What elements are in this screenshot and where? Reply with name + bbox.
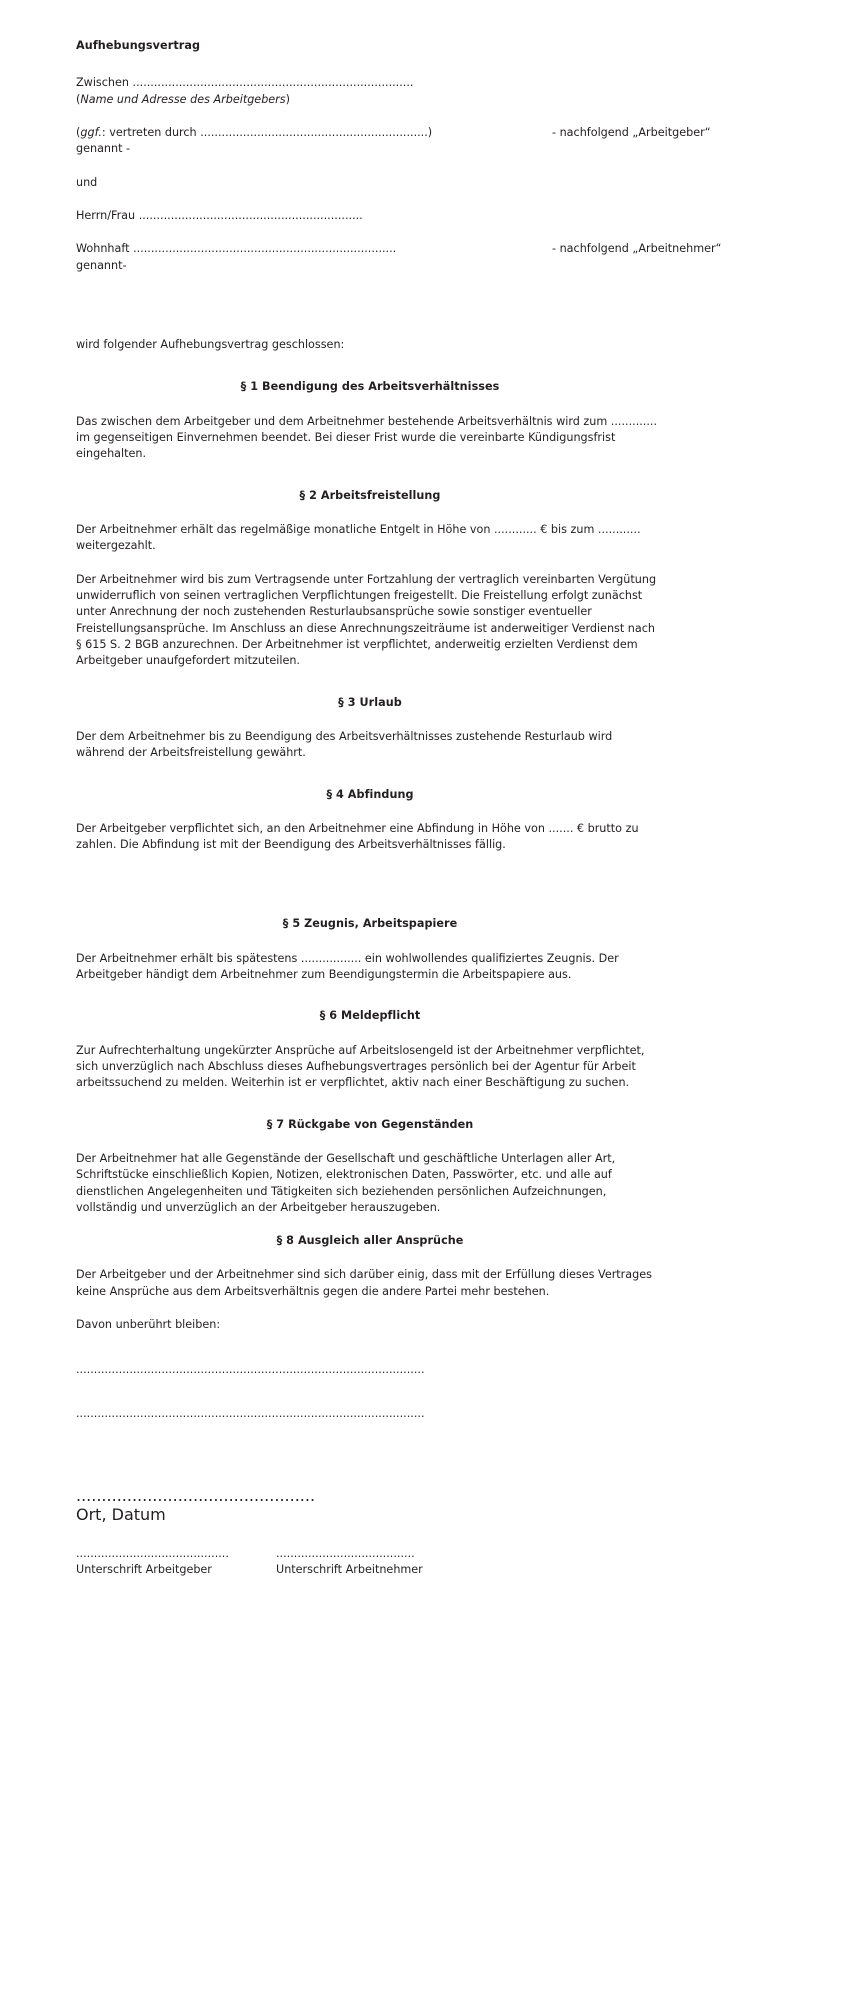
- section-1-heading: § 1 Beendigung des Arbeitsverhältnisses: [240, 380, 500, 394]
- employer-hint-close: ): [285, 92, 290, 106]
- residence-label: Wohnhaft: [76, 242, 130, 256]
- section-4-heading: § 4 Abfindung: [326, 787, 414, 801]
- employer-hint: Name und Adresse des Arbeitgebers: [80, 92, 286, 106]
- employee-residence-row: [76, 241, 722, 274]
- between-dots[interactable]: ...............................................................................: [128, 76, 414, 90]
- employer-signature-fill-line[interactable]: ...........................................: [76, 1547, 229, 1561]
- employer-signature-block: [76, 1546, 306, 1579]
- section-6-paragraph-1: Zur Aufrechterhaltung ungekürzter Ansprüche auf Arbeitslosengeld ist der Arbeitnehmer verpflichtet, sich unverzüglich nach Abschluss dieses Aufhebungsvertrages persönlich bei der Agentur für Arbeit arbeitssuchend zu melden. Weiterhin ist er verpflichtet, aktiv nach einer Beschäftigung zu suchen.: [76, 1043, 645, 1090]
- employer-representative-row: [76, 125, 711, 158]
- employee-designation-note: - nachfolgend „Arbeitnehmer“: [552, 242, 722, 256]
- employee-residence-line: [76, 241, 546, 274]
- section-3-paragraph-1: Der dem Arbeitnehmer bis zu Beendigung des Arbeitsverhältnisses zustehende Resturlaub wird während der Arbeitsfreistellung gewährt.: [76, 729, 613, 760]
- section-5-paragraph-1: Der Arbeitnehmer erhält bis spätestens ................. ein wohlwollendes qualifiziertes Zeugnis. Der Arbeitgeber händigt dem Arbeitnehmer zum Beendigungstermin die Arbeitspapiere aus.: [76, 951, 619, 981]
- employee-signature-label: Unterschrift Arbeitnehmer: [276, 1563, 423, 1577]
- page-title: Aufhebungsvertrag: [76, 39, 201, 52]
- section-7-paragraph-1: Der Arbeitnehmer hat alle Gegenstände der Gesellschaft und geschäftliche Unterlagen aller Art, Schriftstücke einschließlich Kopien, Notizen, elektronischen Daten, Passwörter, etc. und alle auf dienstlichen Angelegenheiten und Tätigkeiten sich beziehenden persönlichen Aufzeichnungen, vollständig und unverzüglich an der Arbeitgeber herauszugeben.: [76, 1151, 616, 1214]
- employee-signature-fill-line[interactable]: .......................................: [276, 1547, 415, 1561]
- spacer-between-blank-lines: [76, 1381, 664, 1403]
- employer-signature-label: Unterschrift Arbeitgeber: [76, 1563, 212, 1577]
- employee-name-line: [76, 208, 664, 224]
- conjunction-und: und: [76, 175, 98, 189]
- section-2-paragraph-1: Der Arbeitnehmer erhält das regelmäßige monatliche Entgelt in Höhe von ............ € bis zum ............ weitergezahlt.: [76, 522, 641, 553]
- rep-prefix-rest[interactable]: : vertreten durch ................................................................): [101, 125, 433, 139]
- spacer-before-section-1: [76, 370, 664, 379]
- employee-genannt: genannt-: [76, 258, 127, 272]
- section-8-heading: § 8 Ausgleich aller Ansprüche: [276, 1234, 464, 1248]
- blank-fill-line-1[interactable]: ..................................................................................................: [76, 1363, 425, 1377]
- employer-hint-open: (: [76, 92, 81, 106]
- section-5-heading: § 5 Zeugnis, Arbeitspapiere: [282, 917, 458, 931]
- spacer-before-section-5: [76, 870, 664, 916]
- employer-designation-note: - nachfolgend „Arbeitgeber“: [552, 125, 711, 139]
- spacer-between-signature-rows: [76, 1524, 664, 1546]
- section-8-paragraph-2: Davon unberührt bleiben:: [76, 1318, 221, 1332]
- signature-row: [76, 1546, 664, 1586]
- document-body: [76, 38, 722, 1586]
- section-3-heading: § 3 Urlaub: [338, 695, 402, 709]
- parties-between-line: [76, 75, 664, 108]
- intro-sentence: wird folgender Aufhebungsvertrag geschlossen:: [76, 337, 345, 351]
- rep-prefix-italic: ggf.: [80, 125, 102, 139]
- section-2-paragraph-2: Der Arbeitnehmer wird bis zum Vertragsende unter Fortzahlung der vertraglich vereinbarten Vergütung unwiderruflich von seinen vertraglichen Verpflichtungen freigestellt. Die Freistellung erfolgt zunächst unter Anrechnung der noch zustehenden Resturlaubsansprüche sowie sonstiger eventueller Freistellungsansprüche. Im Anschluss an diese Anrechnungszeiträume ist anderweitiger Verdienst nach § 615 S. 2 BGB anzurechnen. Der Arbeitnehmer ist verpflichtet, anderweitig erzielten Verdienst dem Arbeitgeber unaufgefordert mitzuteilen.: [76, 572, 657, 668]
- person-dots[interactable]: ...............................................................: [135, 208, 363, 222]
- employer-representative-line: [76, 125, 546, 158]
- person-label: Herrn/Frau: [76, 208, 136, 222]
- section-4-paragraph-1: Der Arbeitgeber verpflichtet sich, an den Arbeitnehmer eine Abfindung in Höhe von ....... € brutto zu zahlen. Die Abfindung ist mit der Beendigung des Arbeitsverhältnisses fällig.: [76, 821, 639, 852]
- between-label: Zwischen: [76, 76, 129, 90]
- section-2-heading: § 2 Arbeitsfreistellung: [299, 488, 441, 502]
- section-8-paragraph-1: Der Arbeitgeber und der Arbeitnehmer sind sich darüber einig, dass mit der Erfüllung dieses Vertrages keine Ansprüche aus dem Arbeitsverhältnis gegen die andere Partei mehr bestehen.: [76, 1268, 652, 1298]
- place-date-block: [76, 1486, 664, 1524]
- spacer-before-blank-lines: [76, 1350, 664, 1359]
- section-1-paragraph-1: Das zwischen dem Arbeitgeber und dem Arbeitnehmer bestehende Arbeitsverhältnis wird zum ............. im gegenseitigen Einvernehmen beendet. Bei dieser Frist wurde die vereinbarte Kündigungsfrist eingehalten.: [76, 414, 658, 461]
- place-date-label: Ort, Datum: [76, 1505, 166, 1525]
- residence-dots[interactable]: ..........................................................................: [129, 242, 397, 256]
- spacer-before-intro: [76, 291, 664, 337]
- rep-prefix-open: (: [76, 125, 81, 139]
- spacer-before-signatures: [76, 1424, 664, 1486]
- section-6-heading: § 6 Meldepflicht: [319, 1009, 421, 1023]
- blank-fill-line-2[interactable]: ..................................................................................................: [76, 1406, 425, 1420]
- section-7-heading: § 7 Rückgabe von Gegenständen: [266, 1117, 474, 1131]
- employee-signature-block: [276, 1546, 536, 1579]
- employer-genannt: genannt -: [76, 142, 131, 156]
- place-date-fill-line[interactable]: ...............................................: [76, 1486, 316, 1506]
